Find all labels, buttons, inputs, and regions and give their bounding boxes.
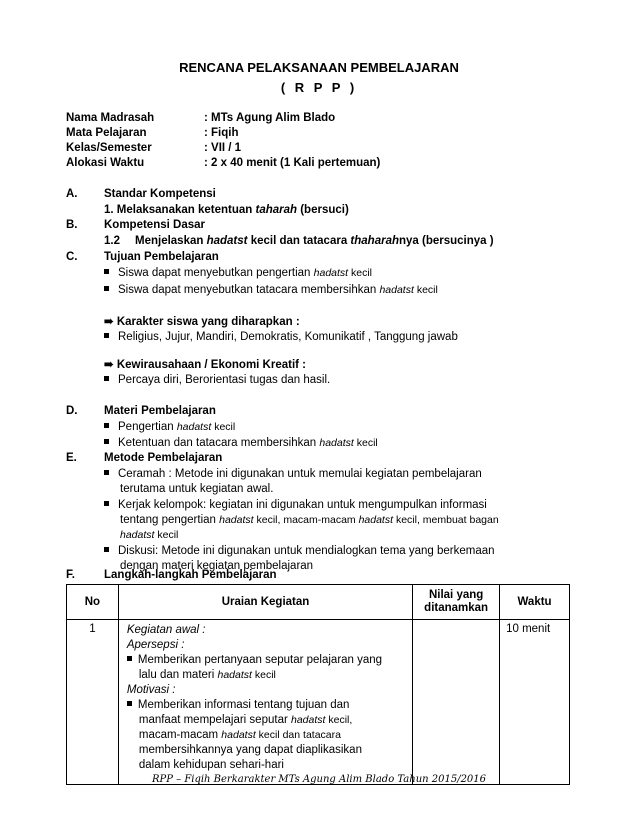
arrow-right-icon: ➠ <box>104 316 114 328</box>
list-item-continuation: hadatst kecil <box>120 529 179 541</box>
info-value: : 2 x 40 menit (1 Kali pertemuan) <box>204 157 381 169</box>
info-value: : Fiqih <box>204 127 239 139</box>
kewirausahaan-heading: ➠ Kewirausahaan / Ekonomi Kreatif : <box>104 359 307 371</box>
apersepsi-label: Apersepsi : <box>126 639 185 651</box>
bullet-icon <box>104 470 109 475</box>
list-item: Religius, Jujur, Mandiri, Demokratis, Komunikatif , Tanggung jawab <box>104 331 458 343</box>
section-e-heading: E. Metode Pembelajaran <box>66 452 223 464</box>
list-item-continuation: membersihkannya yang dapat diaplikasikan <box>138 744 362 756</box>
list-item-continuation: tentang pengertian hadatst kecil, macam-macam hadatst kecil, membuat bagan <box>120 514 499 526</box>
list-item: Memberikan pertanyaan seputar pelajaran yang <box>127 653 412 668</box>
karakter-heading: ➠ Karakter siswa yang diharapkan : <box>104 316 300 328</box>
list-item-continuation: dalam kehidupan sehari-hari <box>138 759 284 771</box>
bullet-icon <box>104 376 109 381</box>
bullet-icon <box>104 423 109 428</box>
section-f-heading: F. Langkah-langkah Pembelajaran <box>66 569 277 581</box>
bullet-icon <box>104 286 109 291</box>
steps-table <box>66 584 570 785</box>
bullet-icon <box>104 333 109 338</box>
info-value: : MTs Agung Alim Blado <box>204 112 336 124</box>
list-item: Diskusi: Metode ini digunakan untuk mendialogkan tema yang berkemaan <box>104 545 495 557</box>
list-item: Siswa dapat menyebutkan pengertian hadatst kecil <box>104 267 372 279</box>
info-row-mapel <box>66 127 380 142</box>
page-footer: RPP – Fiqih Berkarakter MTs Agung Alim Blado Tahun 2015/2016 <box>151 774 487 785</box>
list-item: Kerjak kelompok: kegiatan ini digunakan untuk mengumpulkan informasi <box>104 499 487 511</box>
list-item: Pengertian hadatst kecil <box>104 421 235 433</box>
bullet-icon <box>104 269 109 274</box>
section-d-heading: D. Materi Pembelajaran <box>66 405 216 417</box>
bullet-icon <box>104 547 109 552</box>
cell-waktu: 10 menit <box>500 620 570 785</box>
list-item-continuation: lalu dan materi hadatst kecil <box>138 669 276 681</box>
bullet-icon <box>104 501 109 506</box>
list-item: Ceramah : Metode ini digunakan untuk memulai kegiatan pembelajaran <box>104 468 482 480</box>
document-title: RENCANA PELAKSANAAN PEMBELAJARAN <box>179 60 459 75</box>
section-a-heading: A. Standar Kompetensi <box>66 188 216 200</box>
bullet-icon <box>104 439 109 444</box>
section-a-item: 1. Melaksanakan ketentuan taharah (bersuci) <box>104 204 349 216</box>
motivasi-label: Motivasi : <box>126 684 176 696</box>
list-item-continuation: dengan materi kegiatan pembelajaran <box>120 560 314 572</box>
list-item-continuation: macam-macam hadatst kecil dan tatacara <box>138 729 341 741</box>
info-label: Mata Pelajaran <box>66 127 147 139</box>
info-label: Nama Madrasah <box>66 112 155 124</box>
table-row <box>67 620 570 785</box>
column-header-nilai: Nilai yang ditanamkan <box>413 585 500 620</box>
bullet-icon <box>127 656 132 661</box>
section-c-heading: C. Tujuan Pembelajaran <box>66 251 219 263</box>
info-row-waktu <box>66 157 380 172</box>
info-row-kelas <box>66 142 380 157</box>
info-label: Kelas/Semester <box>66 142 152 154</box>
column-header-no: No <box>67 585 119 620</box>
column-header-waktu: Waktu <box>500 585 570 620</box>
column-header-uraian: Uraian Kegiatan <box>118 585 412 620</box>
identity-block <box>66 112 380 172</box>
cell-uraian <box>118 620 412 785</box>
bullet-icon <box>127 701 132 706</box>
section-b-item: 1.2 Menjelaskan hadatst kecil dan tatacara thaharahnya (bersucinya ) <box>104 235 494 247</box>
list-item-continuation: manfaat mempelajari seputar hadatst kecil, <box>138 714 353 726</box>
cell-nilai <box>413 620 500 785</box>
list-item-continuation: terutama untuk kegiatan awal. <box>120 483 274 495</box>
section-b-heading: B. Kompetensi Dasar <box>66 219 205 231</box>
list-item: Ketentuan dan tatacara membersihkan hadatst kecil <box>104 437 378 449</box>
table-header-row <box>67 585 570 620</box>
info-label: Alokasi Waktu <box>66 157 145 169</box>
document-subtitle: ( R P P ) <box>280 80 358 95</box>
list-item: Percaya diri, Berorientasi tugas dan hasil. <box>104 374 330 386</box>
list-item: Memberikan informasi tentang tujuan dan <box>127 698 412 713</box>
arrow-right-icon: ➠ <box>104 359 114 371</box>
info-row-madrasah <box>66 112 380 127</box>
info-value: : VII / 1 <box>204 142 242 154</box>
cell-no: 1 <box>67 620 119 785</box>
list-item: Siswa dapat menyebutkan tatacara membersihkan hadatst kecil <box>104 284 438 296</box>
kegiatan-label: Kegiatan awal : <box>126 624 206 636</box>
